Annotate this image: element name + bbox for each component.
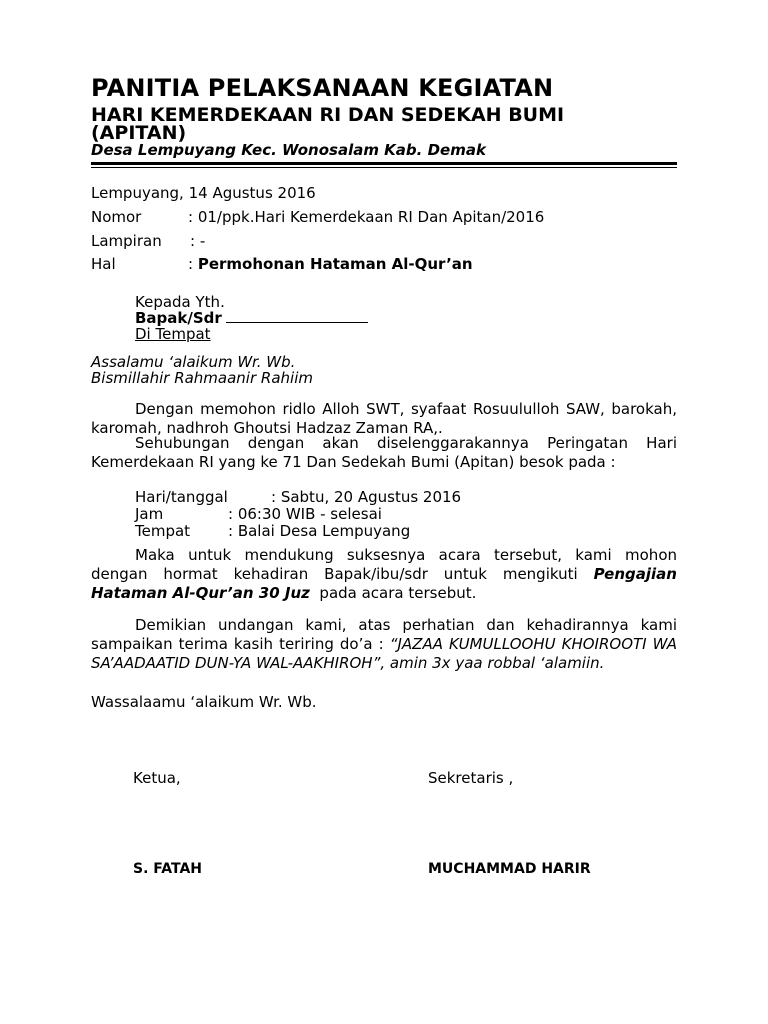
- recipient-place: Di Tempat: [135, 325, 211, 343]
- hal-label: Hal: [91, 255, 116, 273]
- schedule-date-label: Hari/tanggal: [135, 488, 228, 506]
- p2-line1: Sehubungan dengan akan diselenggarakannya Peringatan Hari: [135, 434, 677, 452]
- hal-value: Permohonan Hataman Al-Qur’an: [197, 255, 473, 273]
- schedule-time-label: Jam: [135, 505, 164, 523]
- opening-salam: Assalamu ‘alaikum Wr. Wb.: [91, 353, 296, 371]
- signature-right-name: MUCHAMMAD HARIR: [428, 861, 591, 877]
- p2-line2: Kemerdekaan RI yang ke 71 Dan Sedekah Bumi (Apitan) besok pada :: [91, 453, 616, 471]
- p4-prayer-2: SA’AADAATID DUN-YA WAL-AAKHIROH”, amin 3x yaa robbal ‘alamiin.: [91, 654, 605, 672]
- nomor-label: Nomor: [91, 208, 142, 226]
- p1-line1: Dengan memohon ridlo Alloh SWT, syafaat Rosuululloh SAW, barokah,: [135, 400, 677, 418]
- p4-line2: sampaikan terima kasih teriring do’a :: [91, 635, 384, 653]
- recipient-name-label: Bapak/Sdr: [135, 309, 222, 327]
- paragraph-1: [91, 400, 677, 438]
- letterhead-address: Desa Lempuyang Kec. Wonosalam Kab. Demak: [91, 141, 486, 159]
- schedule-place-value: : Balai Desa Lempuyang: [228, 522, 411, 540]
- p3-line2: dengan hormat kehadiran Bapak/ibu/sdr untuk mengikuti: [91, 565, 578, 583]
- signature-left-name: S. FATAH: [133, 861, 202, 877]
- p4-prayer-1: “JAZAA KUMULLOOHU KHOIROOTI WA: [389, 635, 677, 653]
- lampiran-label: Lampiran: [91, 232, 162, 250]
- paragraph-2: [91, 434, 677, 472]
- nomor-value: : 01/ppk.Hari Kemerdekaan RI Dan Apitan/2016: [188, 208, 545, 226]
- schedule-place-label: Tempat: [135, 522, 191, 540]
- closing-salam: Wassalaamu ‘alaikum Wr. Wb.: [91, 693, 317, 711]
- place-date: Lempuyang, 14 Agustus 2016: [91, 184, 316, 202]
- signature-right-title: Sekretaris ,: [428, 769, 514, 787]
- recipient-greeting: Kepada Yth.: [135, 293, 225, 311]
- letterhead-rule-thin: [91, 167, 677, 168]
- letterhead-event-line2: (APITAN): [91, 122, 187, 144]
- p1-line2: karomah, nadhroh Ghoutsi Hadzaz Zaman RA,.: [91, 419, 443, 437]
- paragraph-3: [91, 546, 677, 603]
- signature-left-title: Ketua,: [133, 769, 181, 787]
- lampiran-value: : -: [190, 232, 206, 250]
- letterhead-org: PANITIA PELAKSANAAN KEGIATAN: [91, 74, 554, 102]
- hal-colon: :: [188, 255, 194, 273]
- p3-line3: pada acara tersebut.: [319, 584, 477, 602]
- opening-basmalah: Bismillahir Rahmaanir Rahiim: [91, 369, 313, 387]
- p3-emphasis-2: Hataman Al-Qur’an 30 Juz: [91, 584, 310, 602]
- schedule-date-value: : Sabtu, 20 Agustus 2016: [271, 488, 462, 506]
- letterhead-event-line1: HARI KEMERDEKAAN RI DAN SEDEKAH BUMI: [91, 104, 565, 126]
- letterhead-rule-thick: [91, 162, 677, 165]
- recipient-name-blank: [226, 309, 368, 323]
- hal-line: [188, 255, 473, 273]
- p4-line1: Demikian undangan kami, atas perhatian dan kehadirannya kami: [135, 616, 677, 634]
- schedule-time-value: : 06:30 WIB - selesai: [228, 505, 382, 523]
- paragraph-4: [91, 616, 677, 673]
- p3-line1: Maka untuk mendukung suksesnya acara tersebut, kami mohon: [135, 546, 677, 564]
- p3-emphasis-1: Pengajian: [593, 565, 677, 583]
